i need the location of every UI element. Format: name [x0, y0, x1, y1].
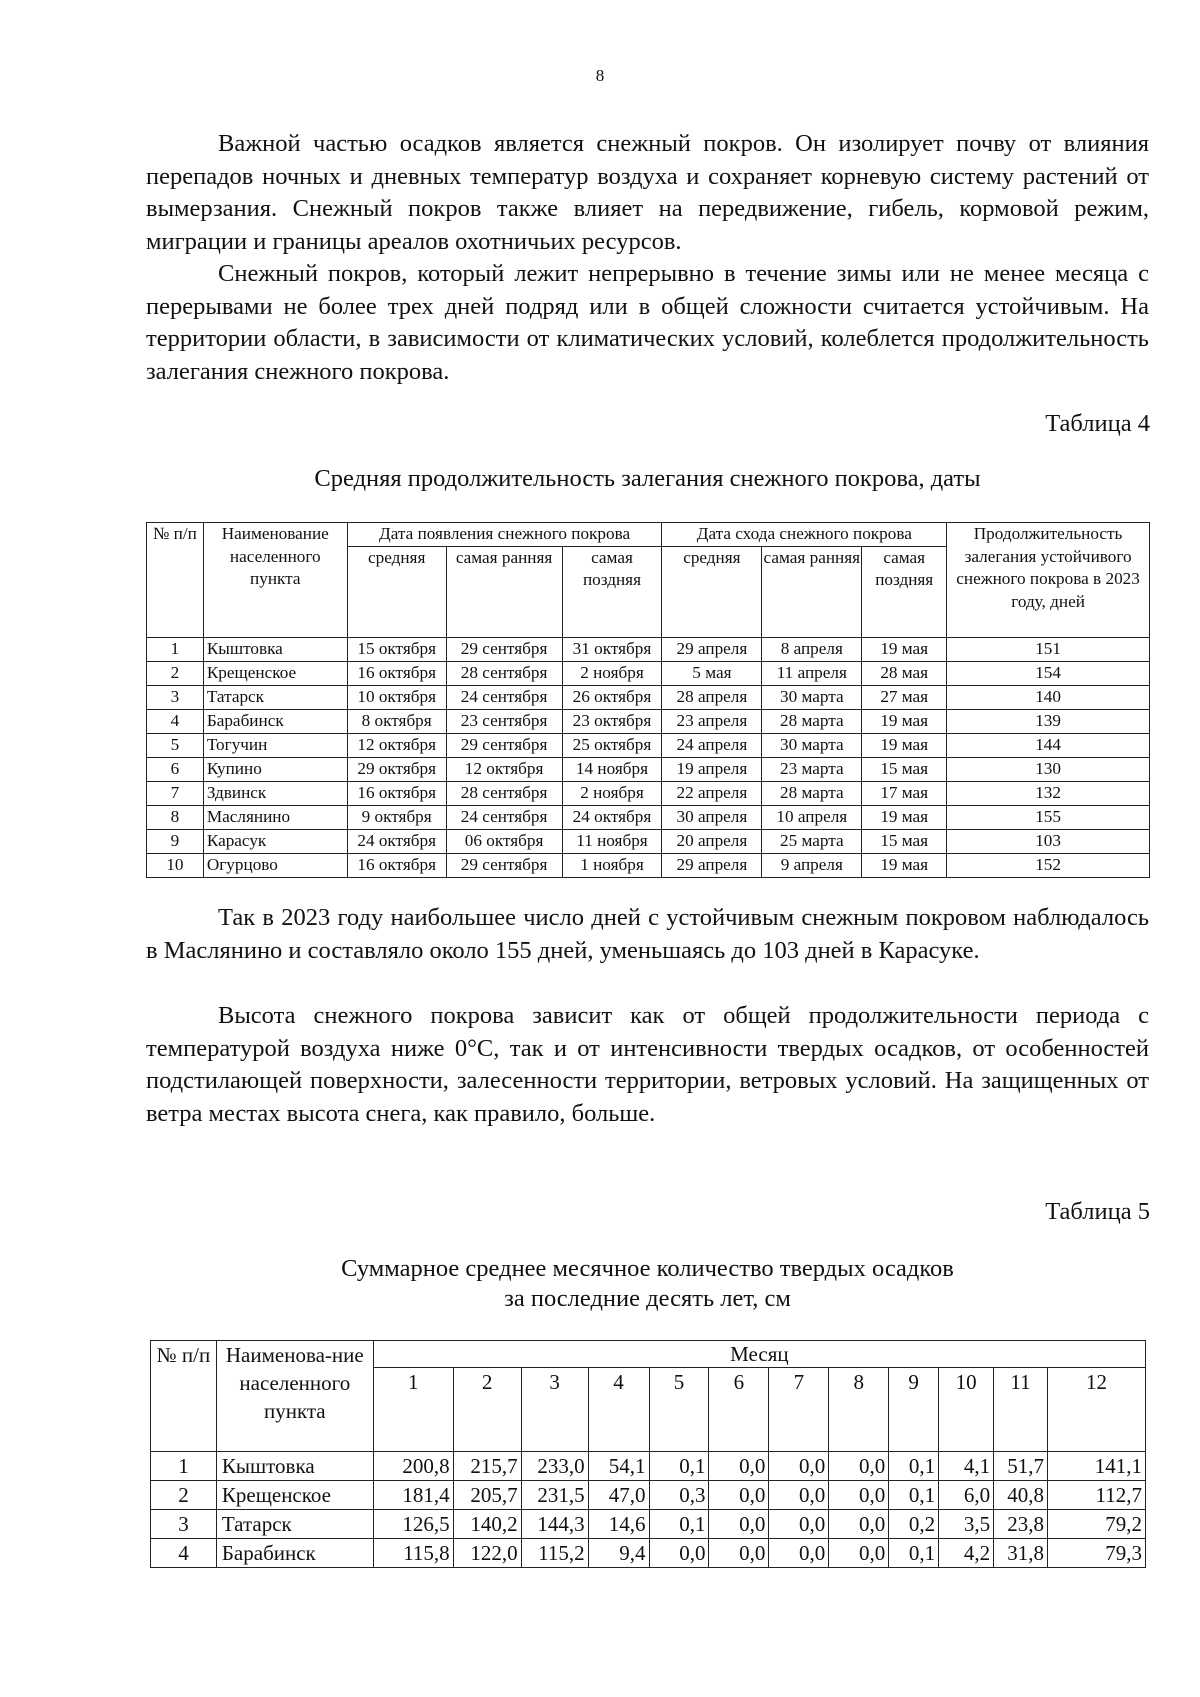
table-cell: 28 апреля	[662, 685, 762, 709]
table5-solid-precipitation	[150, 1340, 1146, 1568]
table-cell: 152	[947, 853, 1150, 877]
table-cell: 231,5	[521, 1481, 588, 1510]
table-cell: 0,1	[649, 1510, 709, 1539]
table-cell: 0,0	[829, 1510, 889, 1539]
table-cell: 205,7	[453, 1481, 521, 1510]
paragraph-2023-summary: Так в 2023 году наибольшее число дней с устойчивым снежным покровом наблюдалось в Маслянино и составляло около 155 дней, уменьшаясь до 103 дней в Карасуке.	[146, 904, 1149, 964]
table-cell: 29 сентября	[446, 733, 562, 757]
t4-body	[147, 637, 1150, 877]
table-row	[147, 853, 1150, 877]
table-cell: 14 ноября	[562, 757, 662, 781]
table-cell: 24 октября	[562, 805, 662, 829]
table-cell: 3	[151, 1510, 217, 1539]
table-cell: 6,0	[939, 1481, 994, 1510]
table-cell: 151	[947, 637, 1150, 661]
table-cell: 0,1	[889, 1539, 939, 1568]
table-cell: 130	[947, 757, 1150, 781]
table-row	[147, 709, 1150, 733]
table-cell: Тогучин	[203, 733, 347, 757]
table-cell: 26 октября	[562, 685, 662, 709]
t4-header-melt-latest: самая поздняя	[862, 546, 947, 637]
table-cell: 23 апреля	[662, 709, 762, 733]
table-cell: 0,0	[829, 1539, 889, 1568]
table-cell: Купино	[203, 757, 347, 781]
table-cell: 0,0	[649, 1539, 709, 1568]
table-cell: 0,0	[769, 1510, 829, 1539]
table-cell: 24 сентября	[446, 805, 562, 829]
table-cell: 122,0	[453, 1539, 521, 1568]
table-cell: 141,1	[1048, 1452, 1146, 1481]
table-cell: 115,2	[521, 1539, 588, 1568]
table-cell: 47,0	[588, 1481, 649, 1510]
table-cell: 0,0	[709, 1510, 769, 1539]
table-cell: 9	[147, 829, 204, 853]
table-cell: 6	[147, 757, 204, 781]
table-cell: 19 мая	[862, 805, 947, 829]
table-cell: 0,1	[649, 1452, 709, 1481]
table5-title-line1: Суммарное среднее месячное количество твердых осадков	[341, 1255, 954, 1282]
table5-label: Таблица 5	[1045, 1198, 1150, 1225]
paragraph-snow-cover-intro: Важной частью осадков является снежный покров. Он изолирует почву от влияния перепадов ночных и дневных температур воздуха и сохраняет корневую систему растений от вымерзания. Снежный покров также влияет на передвижение, гибель, кормовой режим, миграции и границы ареалов охотничьих ресурсов.	[146, 130, 1149, 255]
table-row	[151, 1481, 1146, 1510]
page-number: 8	[595, 66, 605, 85]
t5-header-name: Наименова-ние населенного пункта	[216, 1341, 373, 1452]
table-cell: 8 октября	[347, 709, 446, 733]
table-cell: 19 мая	[862, 709, 947, 733]
table-cell: 15 мая	[862, 829, 947, 853]
table-cell: 30 марта	[762, 685, 862, 709]
table-cell: 12 октября	[446, 757, 562, 781]
t5-header-month-12: 12	[1048, 1368, 1146, 1452]
table-cell: 23 октября	[562, 709, 662, 733]
table-cell: 30 апреля	[662, 805, 762, 829]
table-cell: 11 ноября	[562, 829, 662, 853]
table-cell: 28 марта	[762, 709, 862, 733]
table-cell: 29 апреля	[662, 637, 762, 661]
table-cell: 4	[147, 709, 204, 733]
table-cell: 28 сентября	[446, 781, 562, 805]
table-cell: 3,5	[939, 1510, 994, 1539]
table-cell: Татарск	[203, 685, 347, 709]
table-cell: 19 мая	[862, 733, 947, 757]
table-cell: 30 марта	[762, 733, 862, 757]
table-cell: 51,7	[994, 1452, 1048, 1481]
table-row	[147, 781, 1150, 805]
table-cell: 200,8	[373, 1452, 453, 1481]
table-cell: 29 октября	[347, 757, 446, 781]
table-cell: 19 мая	[862, 637, 947, 661]
table-cell: Маслянино	[203, 805, 347, 829]
table-cell: 7	[147, 781, 204, 805]
table-cell: 06 октября	[446, 829, 562, 853]
table-cell: 14,6	[588, 1510, 649, 1539]
table4-label: Таблица 4	[1045, 410, 1150, 437]
table-cell: 23,8	[994, 1510, 1048, 1539]
table-cell: 16 октября	[347, 853, 446, 877]
paragraph-snow-height: Высота снежного покрова зависит как от общей продолжительности периода с температурой воздуха ниже 0°С, так и от интенсивности твердых осадков, от особенностей подстилающей поверхности, залесенности территории, ветровых условий. На защищенных от ветра местах высота снега, как правило, больше.	[146, 1002, 1149, 1127]
t5-header-num: № п/п	[151, 1341, 217, 1452]
table-cell: Татарск	[216, 1510, 373, 1539]
table-cell: 2	[147, 661, 204, 685]
table-cell: 0,0	[769, 1481, 829, 1510]
table-cell: Кыштовка	[216, 1452, 373, 1481]
table-cell: 10 апреля	[762, 805, 862, 829]
table-cell: 9 октября	[347, 805, 446, 829]
table-cell: 155	[947, 805, 1150, 829]
table-cell: 103	[947, 829, 1150, 853]
table4-title: Средняя продолжительность залегания снежного покрова, даты	[314, 465, 981, 492]
table-cell: 16 октября	[347, 661, 446, 685]
table-cell: 12 октября	[347, 733, 446, 757]
table-cell: Барабинск	[216, 1539, 373, 1568]
table-cell: 24 сентября	[446, 685, 562, 709]
table-cell: 27 мая	[862, 685, 947, 709]
table-cell: 17 мая	[862, 781, 947, 805]
table-cell: 31 октября	[562, 637, 662, 661]
t5-header-month-7: 7	[769, 1368, 829, 1452]
table-cell: 28 сентября	[446, 661, 562, 685]
table-cell: Крещенское	[203, 661, 347, 685]
table-cell: 0,0	[709, 1481, 769, 1510]
table-cell: 54,1	[588, 1452, 649, 1481]
table-cell: 0,2	[889, 1510, 939, 1539]
t5-header-month-4: 4	[588, 1368, 649, 1452]
table-cell: 233,0	[521, 1452, 588, 1481]
table4-snow-dates	[146, 522, 1150, 878]
t5-header-month: Месяц	[373, 1341, 1145, 1368]
table-cell: 11 апреля	[762, 661, 862, 685]
t4-header-melt-earliest: самая ранняя	[762, 546, 862, 637]
table-cell: 0,0	[769, 1539, 829, 1568]
table-cell: 28 мая	[862, 661, 947, 685]
table-cell: 0,1	[889, 1481, 939, 1510]
table-cell: 0,0	[709, 1452, 769, 1481]
t5-body	[151, 1452, 1146, 1568]
table-row	[147, 733, 1150, 757]
table-cell: 2 ноября	[562, 781, 662, 805]
table-cell: Карасук	[203, 829, 347, 853]
table-cell: 3	[147, 685, 204, 709]
table-cell: 8	[147, 805, 204, 829]
t5-header-month-2: 2	[453, 1368, 521, 1452]
table-cell: 8 апреля	[762, 637, 862, 661]
paragraph-stable-snow-cover: Снежный покров, который лежит непрерывно в течение зимы или не менее месяца с перерывами не более трех дней подряд или в общей сложности считается устойчивым. На территории области, в зависимости от климатических условий, колеблется продолжительность залегания снежного покрова.	[146, 260, 1149, 385]
t4-header-duration: Продолжительность залегания устойчивого снежного покрова в 2023 году, дней	[947, 523, 1150, 638]
table-cell: 0,0	[769, 1452, 829, 1481]
table-cell: 1	[147, 637, 204, 661]
table-cell: 4,2	[939, 1539, 994, 1568]
t5-header-month-1: 1	[373, 1368, 453, 1452]
table-cell: 24 октября	[347, 829, 446, 853]
t5-header-month-5: 5	[649, 1368, 709, 1452]
table-cell: 2 ноября	[562, 661, 662, 685]
table-row	[147, 685, 1150, 709]
t4-header-melt-avg: средняя	[662, 546, 762, 637]
table-cell: 9 апреля	[762, 853, 862, 877]
t4-header-appearance-earliest: самая ранняя	[446, 546, 562, 637]
table-cell: 25 марта	[762, 829, 862, 853]
table-cell: 16 октября	[347, 781, 446, 805]
table-cell: 31,8	[994, 1539, 1048, 1568]
table-cell: 112,7	[1048, 1481, 1146, 1510]
table-cell: 4	[151, 1539, 217, 1568]
table-cell: 29 сентября	[446, 637, 562, 661]
table-cell: 15 октября	[347, 637, 446, 661]
table-cell: 5	[147, 733, 204, 757]
table-cell: Крещенское	[216, 1481, 373, 1510]
table-cell: 79,2	[1048, 1510, 1146, 1539]
table-cell: 132	[947, 781, 1150, 805]
table-cell: Барабинск	[203, 709, 347, 733]
table-cell: 19 мая	[862, 853, 947, 877]
table-cell: 144	[947, 733, 1150, 757]
t5-header-month-8: 8	[829, 1368, 889, 1452]
table-cell: 144,3	[521, 1510, 588, 1539]
table-cell: 25 октября	[562, 733, 662, 757]
table-row	[151, 1510, 1146, 1539]
table-cell: 140,2	[453, 1510, 521, 1539]
table-cell: 10	[147, 853, 204, 877]
table-cell: 2	[151, 1481, 217, 1510]
t4-header-appearance-avg: средняя	[347, 546, 446, 637]
table-cell: 215,7	[453, 1452, 521, 1481]
table-cell: 29 апреля	[662, 853, 762, 877]
table-cell: 0,3	[649, 1481, 709, 1510]
t4-header-name: Наименование населенного пункта	[203, 523, 347, 638]
table-cell: 29 сентября	[446, 853, 562, 877]
t4-header-num: № п/п	[147, 523, 204, 638]
table-cell: Здвинск	[203, 781, 347, 805]
table-cell: Кыштовка	[203, 637, 347, 661]
table-cell: 0,1	[889, 1452, 939, 1481]
t4-header-appearance-latest: самая поздняя	[562, 546, 662, 637]
table-cell: 181,4	[373, 1481, 453, 1510]
table-cell: 0,0	[829, 1452, 889, 1481]
table-cell: 10 октября	[347, 685, 446, 709]
t5-header-month-6: 6	[709, 1368, 769, 1452]
table-cell: 1	[151, 1452, 217, 1481]
table-cell: 19 апреля	[662, 757, 762, 781]
t4-header-melt: Дата схода снежного покрова	[662, 523, 947, 547]
t5-header-month-9: 9	[889, 1368, 939, 1452]
table-cell: 24 апреля	[662, 733, 762, 757]
table-cell: 28 марта	[762, 781, 862, 805]
table-cell: Огурцово	[203, 853, 347, 877]
table-cell: 23 марта	[762, 757, 862, 781]
table-cell: 154	[947, 661, 1150, 685]
table-cell: 9,4	[588, 1539, 649, 1568]
t5-header-month-11: 11	[994, 1368, 1048, 1452]
table-row	[151, 1539, 1146, 1568]
table-cell: 140	[947, 685, 1150, 709]
table-row	[147, 805, 1150, 829]
table-cell: 139	[947, 709, 1150, 733]
table-cell: 79,3	[1048, 1539, 1146, 1568]
table-cell: 23 сентября	[446, 709, 562, 733]
table-cell: 15 мая	[862, 757, 947, 781]
table-cell: 5 мая	[662, 661, 762, 685]
table-row	[147, 829, 1150, 853]
table-row	[147, 637, 1150, 661]
table-cell: 1 ноября	[562, 853, 662, 877]
table-cell: 0,0	[709, 1539, 769, 1568]
table5-title-line2: за последние десять лет, см	[504, 1285, 791, 1312]
table-cell: 126,5	[373, 1510, 453, 1539]
table-cell: 115,8	[373, 1539, 453, 1568]
table-cell: 40,8	[994, 1481, 1048, 1510]
table-cell: 22 апреля	[662, 781, 762, 805]
table-cell: 20 апреля	[662, 829, 762, 853]
table5-title	[146, 1254, 1149, 1314]
t5-header-month-10: 10	[939, 1368, 994, 1452]
table-row	[147, 661, 1150, 685]
table-row	[151, 1452, 1146, 1481]
t4-header-appearance: Дата появления снежного покрова	[347, 523, 662, 547]
t5-header-month-3: 3	[521, 1368, 588, 1452]
table-cell: 4,1	[939, 1452, 994, 1481]
table-row	[147, 757, 1150, 781]
table-cell: 0,0	[829, 1481, 889, 1510]
